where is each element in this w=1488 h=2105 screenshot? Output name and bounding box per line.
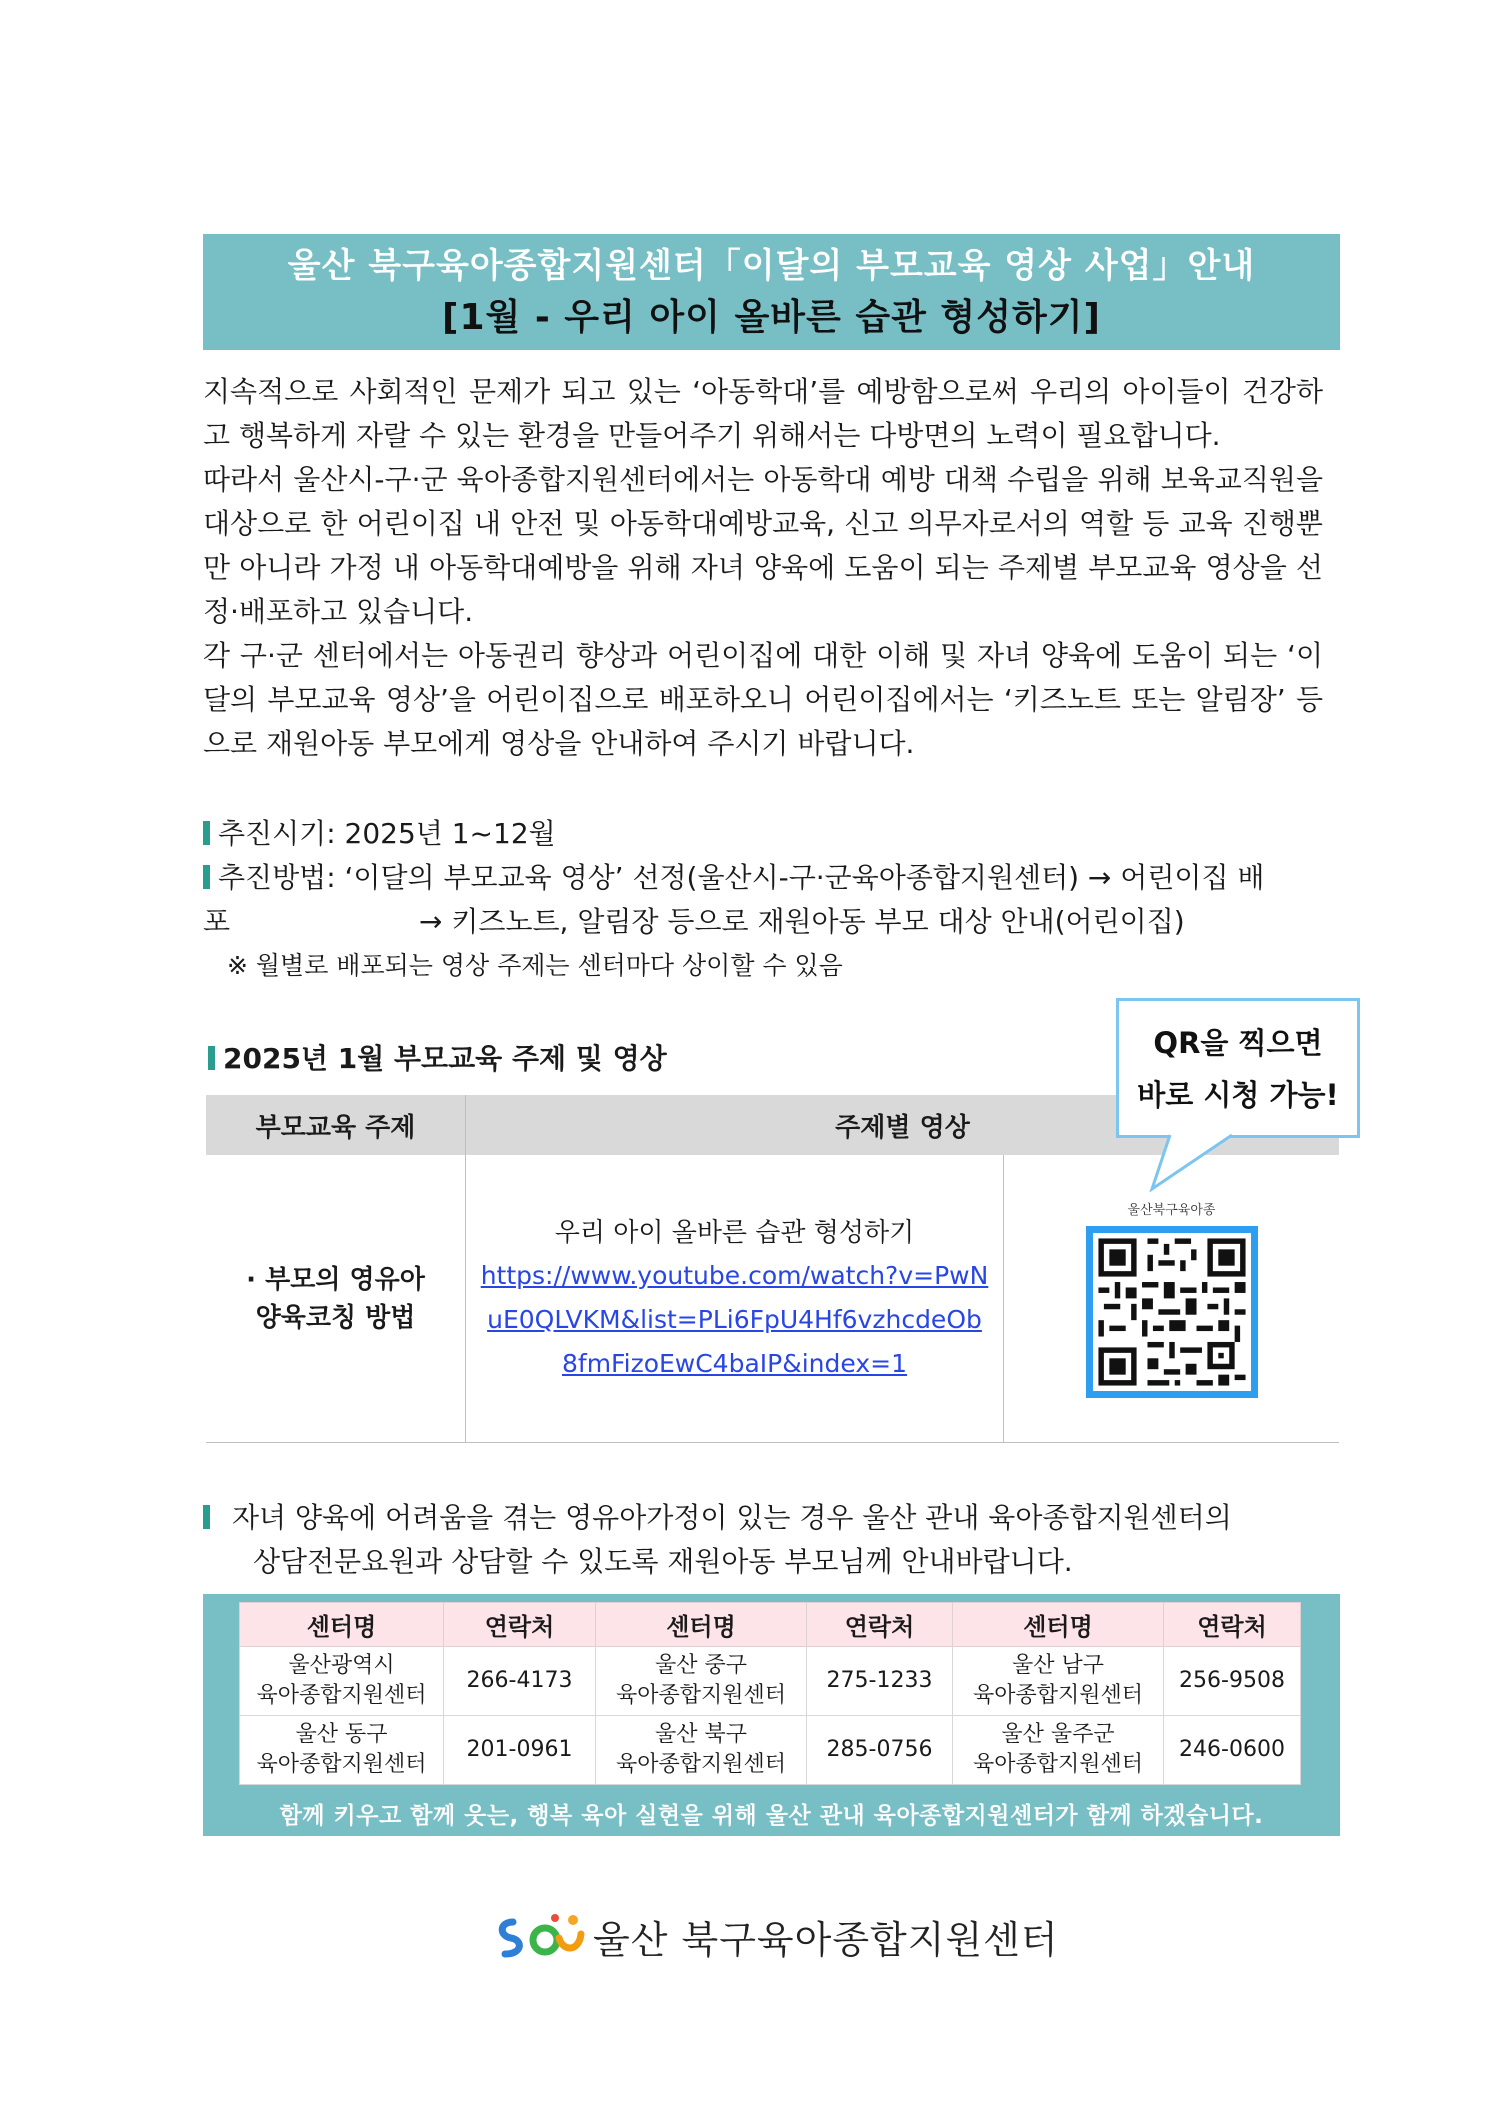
- center-name: [596, 1647, 807, 1716]
- center-name: [240, 1647, 444, 1716]
- counsel-note: [203, 1496, 1323, 1584]
- header-topic: 부모교육 주제: [206, 1095, 466, 1155]
- center-name-line1: 울산 울주군: [1001, 1722, 1115, 1747]
- header-center-name: 센터명: [596, 1603, 807, 1647]
- contact-box: [203, 1594, 1340, 1836]
- header-center-name: 센터명: [240, 1603, 444, 1647]
- bubble-line1: QR을 찍으면: [1153, 1026, 1323, 1060]
- title-sub: [1월 - 우리 아이 올바른 습관 형성하기]: [442, 297, 1101, 338]
- video-title: 우리 아이 올바른 습관 형성하기: [554, 1217, 915, 1248]
- intro-paragraph: 지속적으로 사회적인 문제가 되고 있는 ‘아동학대’를 예방함으로써 우리의 아이들이 건강하고 행복하게 자랄 수 있는 환경을 만들어주기 위해서는 다방면의 노력이 필요합니다.: [203, 375, 1323, 452]
- center-name-line1: 울산광역시: [288, 1653, 395, 1678]
- plan-period-text: 추진시기: 2025년 1~12월: [218, 817, 556, 850]
- header-phone: 연락처: [807, 1603, 953, 1647]
- center-phone: 285-0756: [807, 1716, 953, 1785]
- plan-method-wrap: 포: [203, 905, 231, 938]
- plan-method-step: → 키즈노트, 알림장 등으로 재원아동 부모 대상 안내(어린이집): [419, 905, 1185, 938]
- qr-speech-bubble: [1116, 998, 1360, 1138]
- logo-text: 울산 북구육아종합지원센터: [593, 1917, 1059, 1962]
- contact-table: [239, 1602, 1301, 1785]
- center-name-line2: 육아종합지원센터: [615, 1683, 787, 1708]
- qr-code-icon[interactable]: [1086, 1226, 1258, 1398]
- contact-row: [240, 1716, 1301, 1785]
- topic-section-heading: [208, 1037, 667, 1077]
- counsel-line1: [203, 1496, 1323, 1540]
- contact-header-row: [240, 1603, 1301, 1647]
- counsel-line2: 상담전문요원과 상담할 수 있도록 재원아동 부모님께 안내바랍니다.: [253, 1545, 1073, 1578]
- center-phone: 275-1233: [807, 1647, 953, 1716]
- center-phone: 201-0961: [444, 1716, 596, 1785]
- plan-method-text: 추진방법: ‘이달의 부모교육 영상’ 선정(울산시-구·군육아종합지원센터) → 어린이집 배: [218, 861, 1265, 894]
- center-phone: 266-4173: [444, 1647, 596, 1716]
- video-cell: [466, 1155, 1004, 1443]
- center-phone: 256-9508: [1164, 1647, 1301, 1716]
- qr-cell: [1004, 1155, 1340, 1443]
- bullet-bar-icon: [203, 821, 210, 845]
- contact-row: [240, 1647, 1301, 1716]
- intro-paragraph: 따라서 울산시-구·군 육아종합지원센터에서는 아동학대 예방 대책 수립을 위해 보육교직원을 대상으로 한 어린이집 내 안전 및 아동학대예방교육, 신고 의무자로서의 역할 등 교육 진행뿐만 아니라 가정 내 아동학대예방을 위해 자녀 양육에 도움이 되는 주제별 부모교육 영상을 선정·배포하고 있습니다.: [203, 463, 1323, 628]
- bubble-tail-icon: [1144, 1134, 1244, 1192]
- center-name-line2: 육아종합지원센터: [256, 1752, 427, 1777]
- plan-method: [203, 856, 1323, 900]
- header-phone: 연락처: [444, 1603, 596, 1647]
- plan-method-continued: [203, 900, 1323, 944]
- contact-footer: 함께 키우고 함께 웃는, 행복 육아 실현을 위해 울산 관내 육아종합지원센터가 함께 하겠습니다.: [279, 1803, 1264, 1829]
- center-name-line1: 울산 남구: [1011, 1653, 1104, 1678]
- center-name-line1: 울산 북구: [654, 1722, 747, 1747]
- center-name-line2: 육아종합지원센터: [972, 1683, 1144, 1708]
- bullet-bar-icon: [208, 1046, 215, 1070]
- topic-row: [206, 1155, 1339, 1443]
- qr-block: [1086, 1199, 1258, 1398]
- center-name: [953, 1716, 1164, 1785]
- title-main: 울산 북구육아종합지원센터「이달의 부모교육 영상 사업」안내: [287, 246, 1256, 286]
- plan-section: [203, 812, 1323, 988]
- center-name-line2: 육아종합지원센터: [256, 1683, 427, 1708]
- bullet-bar-icon: [203, 1505, 210, 1529]
- video-link[interactable]: https://www.youtube.com/watch?v=PwNuE0QLVKM&list=PLi6FpU4Hf6vzhcdeOb8fmFizoEwC4baIP&index=1: [480, 1260, 989, 1378]
- title-banner: [203, 234, 1340, 350]
- topic-name-line2: 양육코칭 방법: [255, 1302, 416, 1333]
- center-name-line2: 육아종합지원센터: [615, 1752, 787, 1777]
- center-name: [240, 1716, 444, 1785]
- intro-text: [203, 370, 1323, 766]
- plan-period: [203, 812, 1323, 856]
- center-logo: [493, 1906, 1059, 1966]
- topic-cell: [206, 1155, 466, 1443]
- center-name: [953, 1647, 1164, 1716]
- topic-heading-text: 2025년 1월 부모교육 주제 및 영상: [223, 1042, 667, 1075]
- center-name-line2: 육아종합지원센터: [972, 1752, 1144, 1777]
- header-video: 주제별 영상: [466, 1095, 1340, 1155]
- qr-caption: 울산북구육아종: [1127, 1203, 1216, 1218]
- topic-name-line1: · 부모의 영유아: [246, 1264, 425, 1295]
- center-name-line1: 울산 동구: [295, 1722, 388, 1747]
- bubble-line2: 바로 시청 가능!: [1137, 1078, 1339, 1112]
- center-name-line1: 울산 중구: [654, 1653, 747, 1678]
- center-phone: 246-0600: [1164, 1716, 1301, 1785]
- intro-paragraph: 각 구·군 센터에서는 아동권리 향상과 어린이집에 대한 이해 및 자녀 양육에 도움이 되는 ‘이달의 부모교육 영상’을 어린이집으로 배포하오니 어린이집에서는 ‘키즈노트 또는 알림장’ 등으로 재원아동 부모에게 영상을 안내하여 주시기 바랍니다.: [203, 639, 1323, 760]
- logo-mark-icon: [493, 1908, 585, 1964]
- plan-note: ※ 월별로 배포되는 영상 주제는 센터마다 상이할 수 있음: [227, 951, 843, 980]
- center-name: [596, 1716, 807, 1785]
- header-center-name: 센터명: [953, 1603, 1164, 1647]
- header-phone: 연락처: [1164, 1603, 1301, 1647]
- bullet-bar-icon: [203, 865, 210, 889]
- counsel-text: 자녀 양육에 어려움을 겪는 영유아가정이 있는 경우 울산 관내 육아종합지원센터의: [232, 1501, 1232, 1534]
